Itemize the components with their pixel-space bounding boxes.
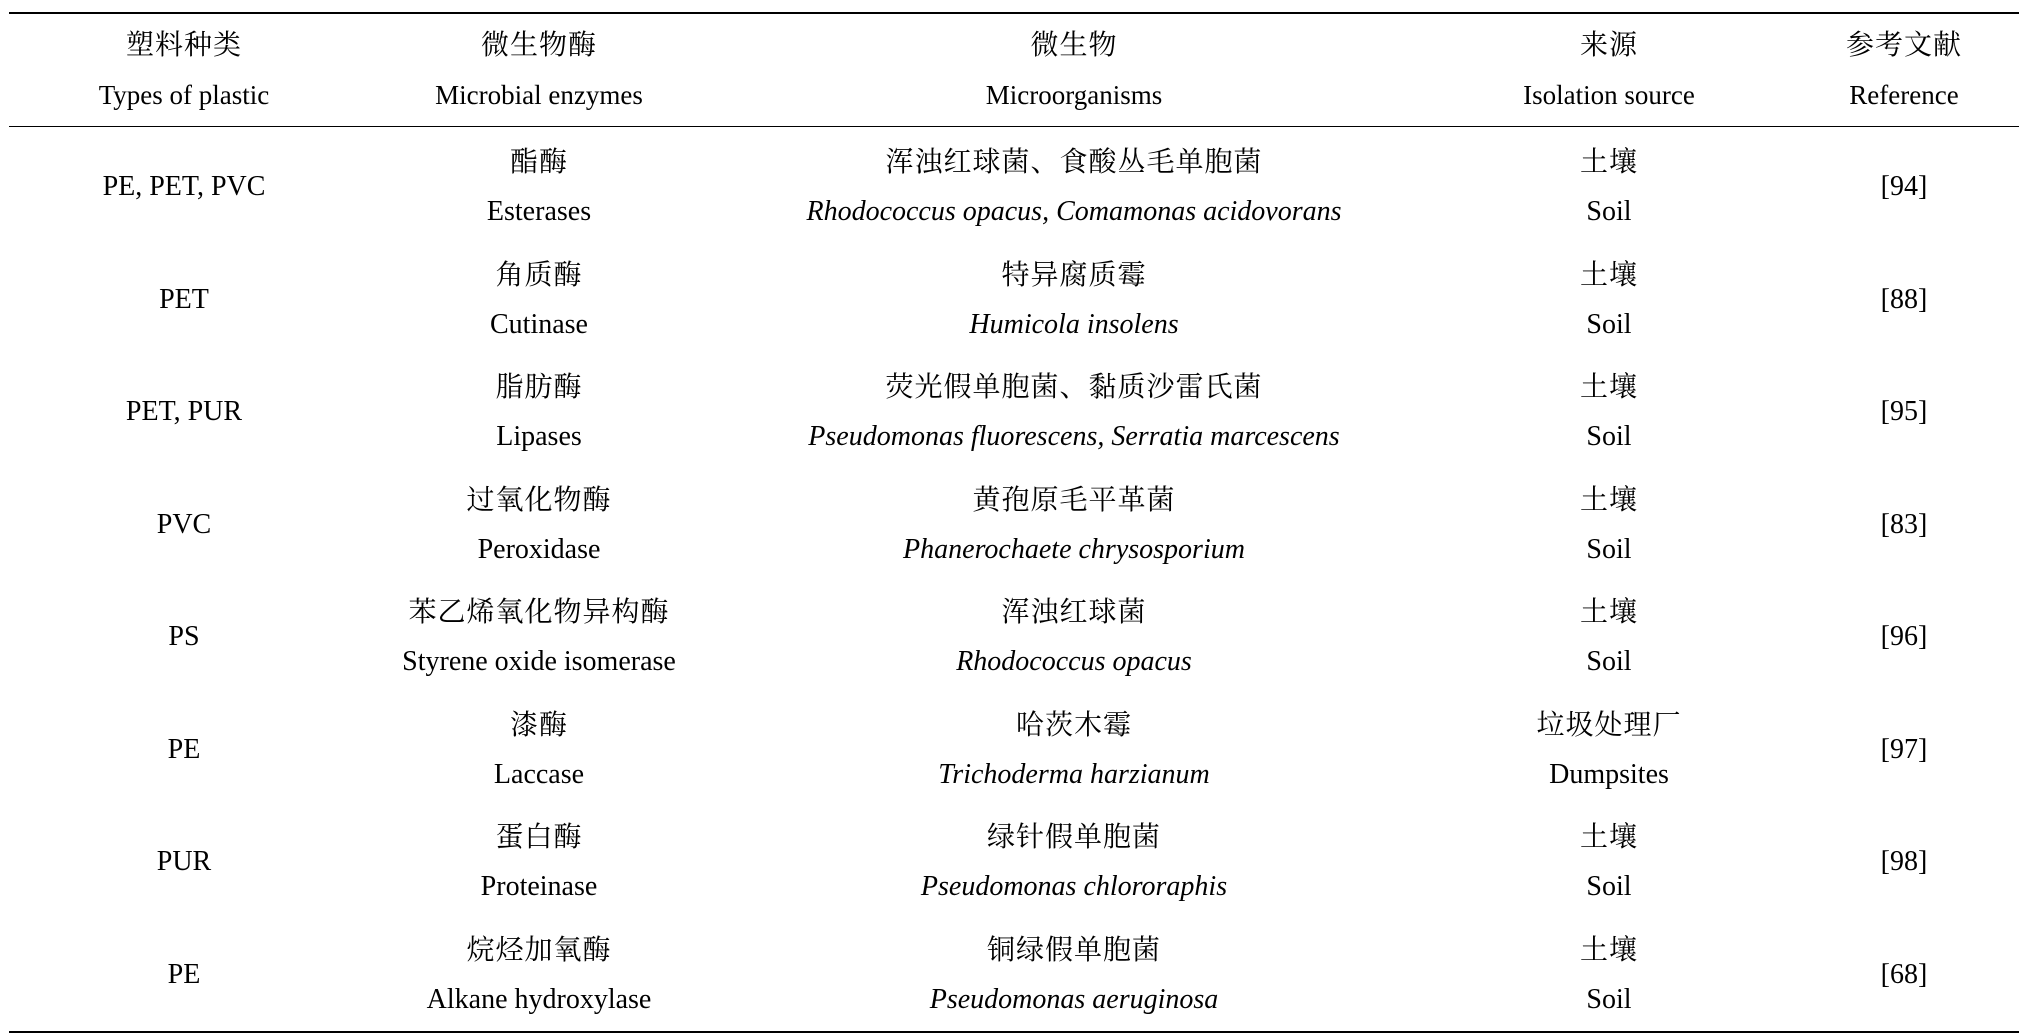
cell-organism (719, 919, 1429, 1033)
cell-enzyme-en: Styrene oxide isomerase (402, 646, 676, 678)
table-body (9, 127, 2019, 1033)
header-plastic-type (9, 13, 359, 127)
cell-organism-zh: 特异腐质霉 (1001, 257, 1147, 291)
cell-reference: [88] (1880, 283, 1928, 315)
table-row (9, 244, 2019, 357)
cell-plastic: PE (167, 733, 201, 765)
cell-source-en: Soil (1586, 533, 1632, 565)
table-row (9, 581, 2019, 694)
cell-source (1429, 469, 1789, 582)
header-plastic-type-zh: 塑料种类 (125, 28, 242, 61)
table-row (9, 469, 2019, 582)
cell-source-en: Soil (1586, 871, 1632, 903)
cell-source-zh: 土壤 (1579, 482, 1638, 516)
cell-enzyme (359, 919, 719, 1033)
header-source (1429, 13, 1789, 127)
table-header (9, 13, 2019, 127)
cell-enzyme-en: Laccase (493, 758, 585, 790)
cell-source (1429, 356, 1789, 469)
cell-source (1429, 694, 1789, 807)
cell-reference: [98] (1880, 846, 1928, 878)
cell-source-zh: 垃圾处理厂 (1536, 707, 1682, 741)
cell-organism-zh: 荧光假单胞菌、黏质沙雷氏菌 (885, 370, 1263, 404)
header-row (9, 13, 2019, 127)
cell-reference: [94] (1880, 171, 1928, 203)
cell-organism-zh: 哈茨木霉 (1015, 707, 1132, 741)
header-reference-zh: 参考文献 (1845, 28, 1962, 61)
table-row (9, 919, 2019, 1033)
cell-organism-en: Phanerochaete chrysosporium (903, 533, 1245, 565)
table-row (9, 356, 2019, 469)
cell-organism-zh: 绿针假单胞菌 (986, 820, 1161, 854)
cell-plastic: PUR (156, 846, 212, 878)
header-microorganism (719, 13, 1429, 127)
cell-plastic: PE (167, 958, 201, 990)
cell-source-zh: 土壤 (1579, 932, 1638, 966)
header-reference (1789, 13, 2019, 127)
table-row (9, 806, 2019, 919)
cell-enzyme (359, 244, 719, 357)
cell-organism-zh: 浑浊红球菌、食酸丛毛单胞菌 (885, 145, 1263, 179)
cell-enzyme-zh: 角质酶 (495, 257, 583, 291)
cell-plastic: PE, PET, PVC (102, 171, 266, 203)
cell-organism (719, 469, 1429, 582)
header-enzyme-zh: 微生物酶 (480, 28, 597, 61)
cell-enzyme-zh: 酯酶 (509, 145, 568, 179)
plastic-degrading-enzymes-table (9, 12, 2019, 1033)
header-plastic-type-en: Types of plastic (98, 80, 270, 110)
table-row (9, 127, 2019, 244)
cell-enzyme-en: Lipases (496, 421, 582, 453)
cell-enzyme-en: Peroxidase (477, 533, 601, 565)
cell-source-zh: 土壤 (1579, 257, 1638, 291)
cell-organism (719, 244, 1429, 357)
cell-enzyme-zh: 苯乙烯氧化物异构酶 (408, 595, 670, 629)
cell-enzyme (359, 469, 719, 582)
cell-source (1429, 806, 1789, 919)
cell-enzyme (359, 806, 719, 919)
cell-enzyme (359, 694, 719, 807)
table-row (9, 694, 2019, 807)
cell-plastic: PVC (156, 508, 212, 540)
cell-organism-en: Pseudomonas fluorescens, Serratia marcescens (808, 421, 1340, 453)
cell-enzyme-zh: 烷烃加氧酶 (466, 932, 612, 966)
cell-source (1429, 244, 1789, 357)
cell-reference: [95] (1880, 396, 1928, 428)
cell-enzyme (359, 581, 719, 694)
cell-organism (719, 356, 1429, 469)
cell-organism-en: Pseudomonas aeruginosa (929, 983, 1219, 1015)
cell-source (1429, 581, 1789, 694)
header-microorganism-en: Microorganisms (985, 80, 1163, 110)
cell-enzyme-en: Cutinase (490, 308, 588, 340)
cell-organism (719, 581, 1429, 694)
cell-source-zh: 土壤 (1579, 370, 1638, 404)
cell-plastic: PET (159, 283, 209, 315)
cell-source-en: Dumpsites (1549, 758, 1669, 790)
cell-reference: [68] (1880, 958, 1928, 990)
cell-reference: [97] (1880, 733, 1928, 765)
cell-organism (719, 806, 1429, 919)
cell-enzyme-en: Esterases (486, 196, 592, 228)
cell-enzyme-zh: 脂肪酶 (495, 370, 583, 404)
header-source-en: Isolation source (1523, 80, 1695, 110)
cell-source-zh: 土壤 (1579, 595, 1638, 629)
cell-plastic: PS (168, 621, 200, 653)
cell-source-en: Soil (1586, 421, 1632, 453)
cell-organism-zh: 黄孢原毛平革菌 (972, 482, 1176, 516)
cell-source-en: Soil (1586, 646, 1632, 678)
cell-organism-en: Humicola insolens (969, 308, 1179, 340)
cell-organism-en: Rhodococcus opacus (956, 646, 1192, 678)
header-microorganism-zh: 微生物 (1030, 28, 1118, 61)
cell-organism-en: Pseudomonas chlororaphis (920, 871, 1228, 903)
cell-reference: [96] (1880, 621, 1928, 653)
cell-source (1429, 919, 1789, 1033)
cell-enzyme-en: Proteinase (480, 871, 598, 903)
cell-source-zh: 土壤 (1579, 145, 1638, 179)
cell-organism-en: Rhodococcus opacus, Comamonas acidovorans (806, 196, 1342, 228)
header-reference-en: Reference (1849, 80, 1959, 110)
cell-enzyme-zh: 蛋白酶 (495, 820, 583, 854)
cell-organism (719, 694, 1429, 807)
cell-source-en: Soil (1586, 308, 1632, 340)
cell-organism-en: Trichoderma harzianum (938, 758, 1210, 790)
header-source-zh: 来源 (1579, 28, 1638, 61)
cell-enzyme-en: Alkane hydroxylase (426, 983, 652, 1015)
cell-enzyme-zh: 漆酶 (509, 707, 568, 741)
cell-enzyme (359, 356, 719, 469)
cell-source-zh: 土壤 (1579, 820, 1638, 854)
cell-source-en: Soil (1586, 983, 1632, 1015)
cell-source-en: Soil (1586, 196, 1632, 228)
enzyme-table-container (9, 12, 2019, 1033)
cell-source (1429, 127, 1789, 244)
header-enzyme (359, 13, 719, 127)
cell-organism-zh: 铜绿假单胞菌 (986, 932, 1161, 966)
cell-enzyme (359, 127, 719, 244)
cell-organism (719, 127, 1429, 244)
cell-reference: [83] (1880, 508, 1928, 540)
cell-enzyme-zh: 过氧化物酶 (466, 482, 612, 516)
cell-organism-zh: 浑浊红球菌 (1001, 595, 1147, 629)
cell-plastic: PET, PUR (125, 396, 243, 428)
header-enzyme-en: Microbial enzymes (435, 80, 643, 110)
